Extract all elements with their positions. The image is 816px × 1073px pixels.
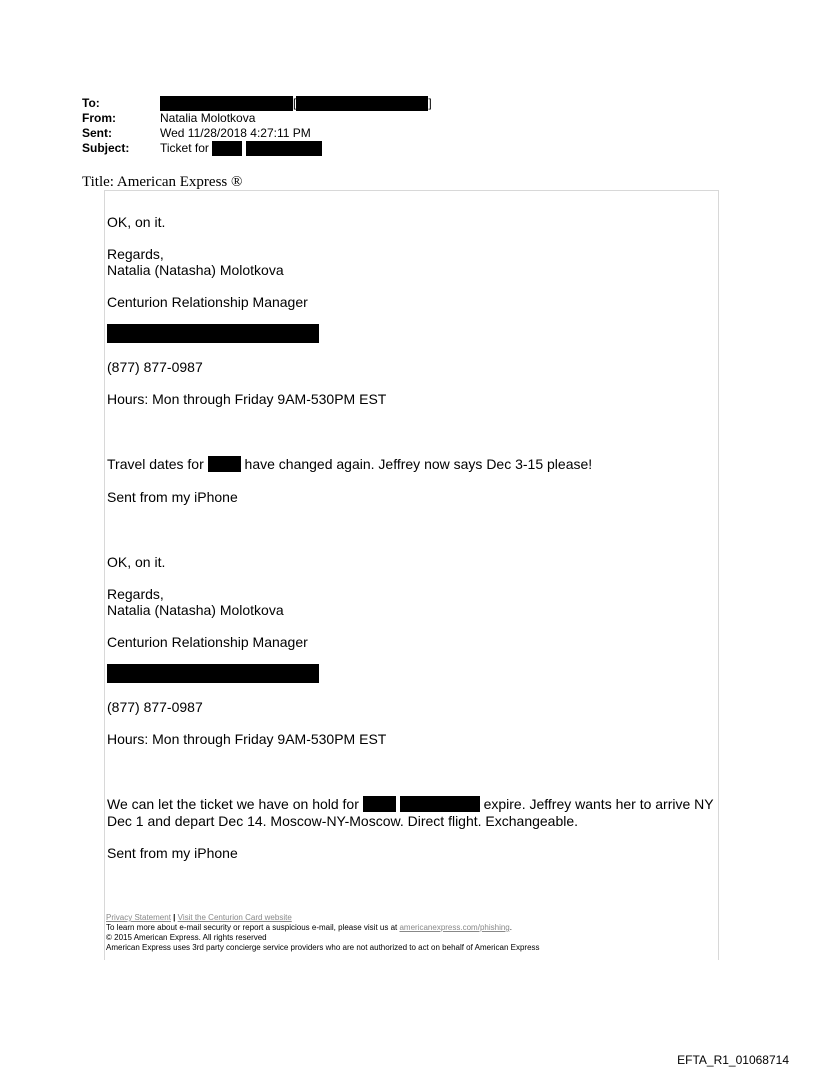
sent-label: Sent: (82, 126, 112, 140)
signature-role: Centurion Relationship Manager (107, 634, 308, 650)
signature-role: Centurion Relationship Manager (107, 294, 308, 310)
redaction-box (296, 96, 428, 111)
title-line: Title: American Express ® (82, 174, 243, 190)
redaction-box (363, 796, 396, 812)
centurion-card-link[interactable]: Visit the Centurion Card website (177, 913, 292, 922)
redaction-box (107, 324, 319, 343)
phishing-link[interactable]: americanexpress.com/phishing (399, 923, 510, 932)
redaction-box (208, 456, 241, 472)
signature-hours: Hours: Mon through Friday 9AM-530PM EST (107, 731, 387, 747)
regards-text: Regards, (107, 246, 164, 262)
signature-name: Natalia (Natasha) Molotkova (107, 602, 284, 618)
signature-name: Natalia (Natasha) Molotkova (107, 262, 284, 278)
email-footer (106, 913, 540, 953)
document-id: EFTA_R1_01068714 (677, 1053, 789, 1067)
to-bracket-open: [ (293, 96, 297, 111)
redaction-box (212, 141, 242, 156)
redaction-box (107, 664, 319, 683)
ticket-text-end: expire. Jeffrey wants her to arrive NY (483, 796, 714, 812)
subject-value: Ticket for (160, 141, 209, 155)
reply-text: OK, on it. (107, 554, 166, 570)
to-label: To: (82, 96, 100, 110)
disclaimer-text: American Express uses 3rd party concierge service providers who are not authorized to act on behalf of American Express (106, 943, 540, 952)
footer-links-row (106, 913, 540, 923)
sent-from-iphone: Sent from my iPhone (107, 489, 238, 505)
phishing-text: To learn more about e-mail security or report a suspicious e-mail, please visit us at (106, 923, 398, 932)
to-value (160, 96, 432, 111)
from-value: Natalia Molotkova (160, 111, 256, 125)
sent-from-iphone: Sent from my iPhone (107, 845, 238, 861)
signature-hours: Hours: Mon through Friday 9AM-530PM EST (107, 391, 387, 407)
regards-text: Regards, (107, 586, 164, 602)
travel-dates-text (107, 456, 592, 472)
signature-phone: (877) 877-0987 (107, 359, 203, 375)
to-bracket-close: ] (428, 96, 432, 111)
sent-value: Wed 11/28/2018 4:27:11 PM (160, 126, 311, 140)
ticket-text-start: We can let the ticket we have on hold for (107, 796, 359, 812)
link-separator: | (173, 913, 176, 922)
ticket-hold-text-line2: Dec 1 and depart Dec 14. Moscow-NY-Moscow. Direct flight. Exchangeable. (107, 813, 579, 829)
phishing-period: . (509, 923, 512, 932)
phishing-notice (106, 923, 540, 933)
copyright-text: © 2015 American Express. All rights reserved (106, 933, 267, 942)
travel-text-start: Travel dates for (107, 456, 204, 472)
redaction-box (246, 141, 322, 156)
redaction-box (160, 96, 293, 111)
reply-text: OK, on it. (107, 214, 166, 230)
ticket-hold-text (107, 796, 714, 812)
signature-phone: (877) 877-0987 (107, 699, 203, 715)
from-label: From: (82, 111, 116, 125)
privacy-statement-link[interactable]: Privacy Statement (106, 913, 171, 922)
redaction-box (400, 796, 480, 812)
subject-label: Subject: (82, 141, 130, 155)
travel-text-end: have changed again. Jeffrey now says Dec 3-15 please! (244, 456, 593, 472)
subject-value-wrap (160, 141, 322, 156)
